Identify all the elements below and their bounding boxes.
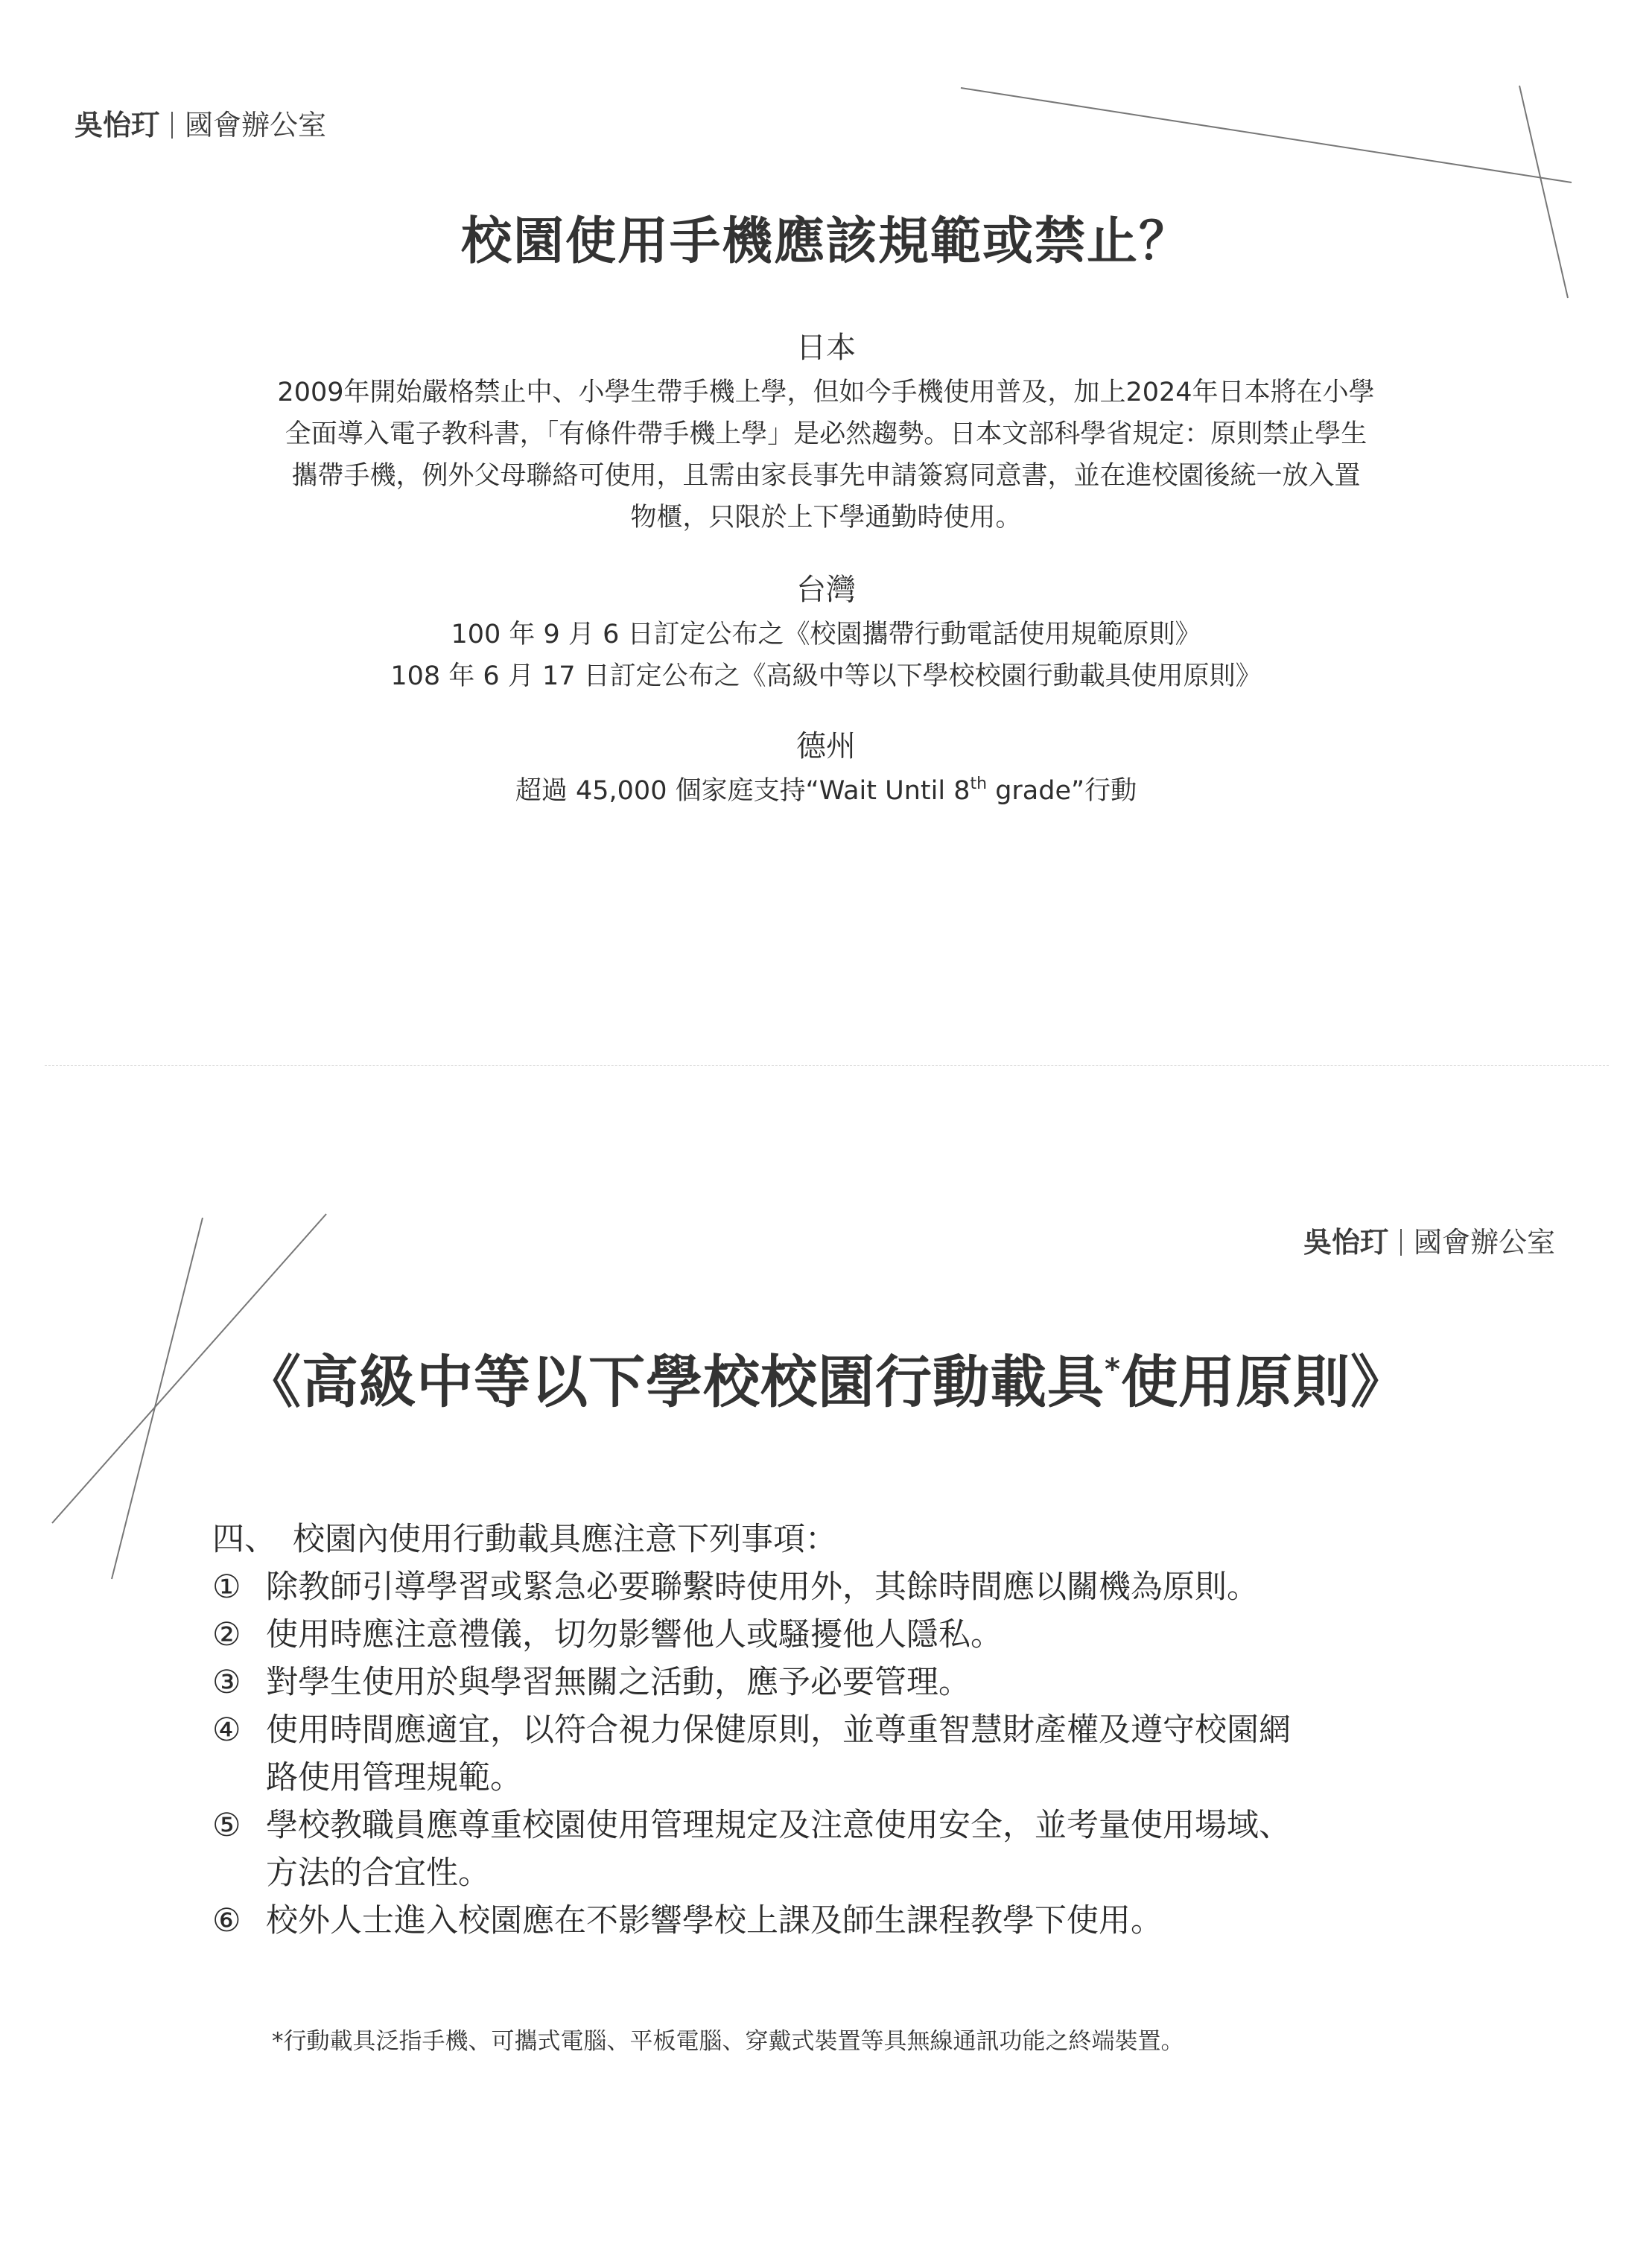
- texas-line-prefix: 超過 45,000 個家庭支持“Wait Until 8: [515, 776, 970, 806]
- title-end: 使用原則》: [1120, 1349, 1408, 1415]
- slide-policy-comparison: [0, 0, 1652, 1065]
- legislator-name: 吳怡玎: [1303, 1226, 1388, 1259]
- section-texas: [149, 722, 1503, 812]
- section-line: 2009年開始嚴格禁止中、小學生帶手機上學，但如今手機使用普及，加上2024年日本將在小學: [277, 378, 1375, 407]
- rule-number: ①: [212, 1569, 241, 1606]
- rules-list: [212, 1516, 1523, 1945]
- section-taiwan: [149, 566, 1503, 697]
- rule-number: ⑥: [212, 1902, 241, 1939]
- section-heading: 台灣: [796, 573, 856, 607]
- intro-text: 校園內使用行動載具應注意下列事項：: [293, 1521, 837, 1558]
- slide-title: 校園使用手機應該規範或禁止？: [460, 212, 1191, 271]
- title-main: 《高級中等以下學校校園行動載具: [244, 1349, 1105, 1415]
- section-line: [149, 770, 1503, 812]
- rule-text: [266, 1563, 1523, 1611]
- section-japan: [149, 324, 1503, 538]
- brand-separator: [171, 112, 173, 139]
- rule-line: 路使用管理規範。: [266, 1759, 522, 1796]
- page-divider: [45, 1065, 1609, 1066]
- rule-text: [266, 1706, 1523, 1802]
- rule-line: 使用時應注意禮儀，切勿影響他人或騷擾他人隱私。: [266, 1616, 1003, 1653]
- section-heading: 德州: [796, 729, 856, 763]
- ordinal-suffix: th: [970, 775, 988, 793]
- footnote-marker: *: [1105, 1353, 1121, 1387]
- footnote: *行動載具泛指手機、可攜式電腦、平板電腦、穿戴式裝置等具無線通訊功能之終端裝置。: [272, 2028, 1184, 2055]
- rule-item: [212, 1611, 1523, 1659]
- slide-title: [0, 1337, 1652, 1418]
- rules-intro: [212, 1516, 1523, 1563]
- section-line: 108 年 6 月 17 日訂定公布之《高級中等以下學校校園行動載具使用原則》: [390, 661, 1262, 691]
- legislator-name: 吳怡玎: [74, 109, 160, 142]
- rule-text: [266, 1611, 1523, 1659]
- rule-number: ③: [212, 1664, 241, 1701]
- texas-line-suffix: grade”行動: [987, 776, 1137, 806]
- rule-line: 校外人士進入校園應在不影響學校上課及師生課程教學下使用。: [266, 1902, 1163, 1939]
- section-line: 攜帶手機，例外父母聯絡可使用，且需由家長事先申請簽寫同意書，並在進校園後統一放入置: [291, 461, 1361, 491]
- rule-line: 方法的合宜性。: [266, 1855, 490, 1892]
- brand-header: [74, 102, 326, 143]
- section-line: 100 年 9 月 6 日訂定公布之《校園攜帶行動電話使用規範原則》: [451, 620, 1201, 649]
- office-name: 國會辦公室: [1413, 1226, 1555, 1259]
- section-number: 四、: [212, 1521, 276, 1558]
- section-line: 物櫃，只限於上下學通勤時使用。: [630, 503, 1022, 533]
- brand-separator: [1400, 1229, 1402, 1256]
- rule-text: [266, 1802, 1523, 1897]
- office-name: 國會辦公室: [185, 109, 327, 142]
- rule-number: ②: [212, 1616, 241, 1653]
- rule-number: ④: [212, 1712, 241, 1749]
- rule-text: [266, 1897, 1523, 1945]
- rule-line: 除教師引導學習或緊急必要聯繫時使用外，其餘時間應以關機為原則。: [266, 1569, 1259, 1606]
- slide-usage-principles: [0, 1132, 1652, 2250]
- decorative-line: [961, 88, 1572, 182]
- section-line: 全面導入電子教科書，「有條件帶手機上學」是必然趨勢。日本文部科學省規定：原則禁止學生: [285, 419, 1367, 449]
- rule-item: [212, 1563, 1523, 1611]
- rule-text: [266, 1659, 1523, 1706]
- rule-line: 對學生使用於與學習無關之活動，應予必要管理。: [266, 1664, 970, 1701]
- rule-line: 使用時間應適宜，以符合視力保健原則，並尊重智慧財產權及遵守校園網: [266, 1712, 1291, 1749]
- rule-item: [212, 1897, 1523, 1945]
- rule-item: [212, 1802, 1523, 1897]
- rule-number: ⑤: [212, 1807, 241, 1844]
- rule-item: [212, 1706, 1523, 1802]
- rule-item: [212, 1659, 1523, 1706]
- section-heading: 日本: [796, 331, 856, 365]
- rule-line: 學校教職員應尊重校園使用管理規定及注意使用安全，並考量使用場域、: [266, 1807, 1291, 1844]
- brand-header: [1303, 1219, 1555, 1260]
